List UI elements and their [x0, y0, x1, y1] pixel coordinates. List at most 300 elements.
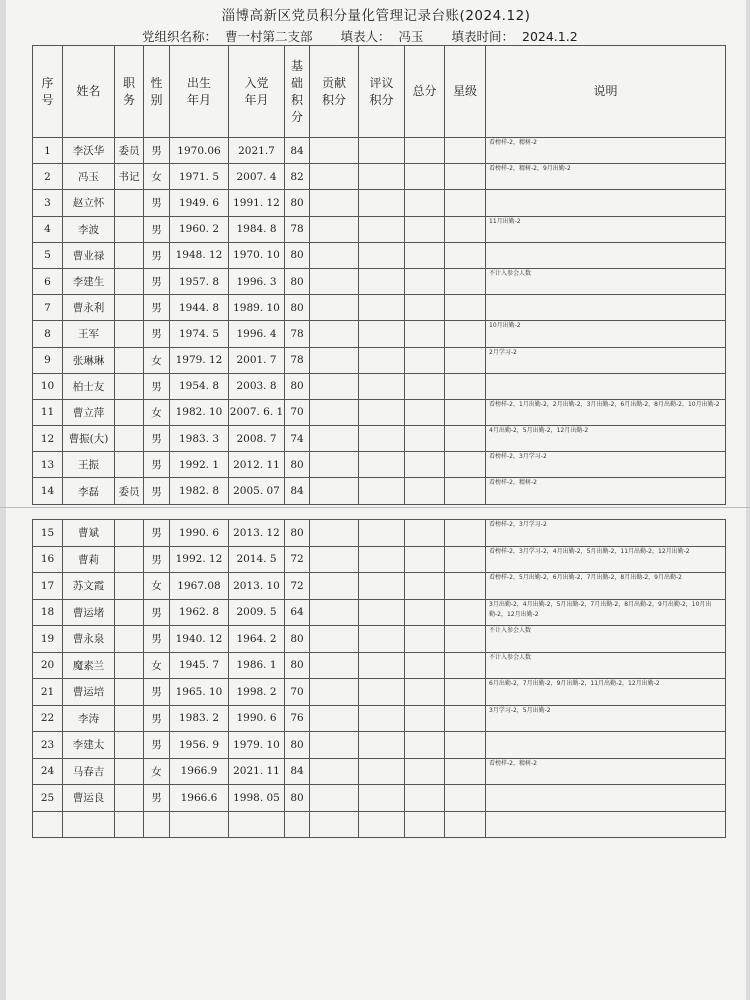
row-star — [445, 599, 486, 626]
row-review — [359, 268, 405, 294]
row-birth: 1974. 5 — [170, 321, 229, 347]
row-birth: 1940. 12 — [170, 626, 229, 653]
table-row — [33, 268, 726, 294]
row-star — [445, 399, 486, 425]
row-star — [445, 347, 486, 373]
ledger-table-part2 — [32, 519, 726, 838]
row-gender: 男 — [144, 295, 170, 321]
row-contrib — [310, 573, 359, 600]
header-seq: 序号 — [33, 46, 63, 138]
row-seq: 15 — [33, 520, 63, 547]
table-row — [33, 573, 726, 600]
row-join: 2013. 10 — [229, 573, 285, 600]
row-gender: 男 — [144, 426, 170, 452]
row-star — [445, 652, 486, 679]
header-star: 星级 — [445, 46, 486, 138]
row-contrib — [310, 242, 359, 268]
row-base: 72 — [285, 546, 310, 573]
row-total — [405, 190, 445, 216]
row-base: 80 — [285, 373, 310, 399]
row-role — [115, 626, 144, 653]
row-review — [359, 546, 405, 573]
row-name: 曹业禄 — [63, 242, 115, 268]
row-birth: 1970.06 — [170, 138, 229, 164]
row-contrib — [310, 164, 359, 190]
row-birth: 1948. 12 — [170, 242, 229, 268]
row-role — [115, 347, 144, 373]
row-seq: 7 — [33, 295, 63, 321]
row-total — [405, 573, 445, 600]
row-birth: 1992. 1 — [170, 452, 229, 478]
row-review — [359, 705, 405, 732]
row-contrib — [310, 268, 359, 294]
row-birth: 1965. 10 — [170, 679, 229, 706]
row-gender: 男 — [144, 373, 170, 399]
row-birth: 1960. 2 — [170, 216, 229, 242]
row-total — [405, 295, 445, 321]
row-base: 80 — [285, 652, 310, 679]
table-row — [33, 295, 726, 321]
row-base: 80 — [285, 295, 310, 321]
filler-value: 冯玉 — [398, 29, 424, 44]
blank-cell — [310, 811, 359, 837]
row-role — [115, 546, 144, 573]
row-birth: 1992. 12 — [170, 546, 229, 573]
row-star — [445, 321, 486, 347]
row-seq: 19 — [33, 626, 63, 653]
row-role — [115, 758, 144, 785]
row-gender: 男 — [144, 321, 170, 347]
row-birth: 1962. 8 — [170, 599, 229, 626]
row-gender: 女 — [144, 758, 170, 785]
row-total — [405, 758, 445, 785]
row-join: 2001. 7 — [229, 347, 285, 373]
row-join: 1964. 2 — [229, 626, 285, 653]
row-contrib — [310, 652, 359, 679]
row-star — [445, 164, 486, 190]
row-gender: 男 — [144, 705, 170, 732]
row-note: 看榜样-2，3月学习-2 — [486, 520, 726, 547]
row-gender: 男 — [144, 520, 170, 547]
row-name: 李波 — [63, 216, 115, 242]
row-contrib — [310, 599, 359, 626]
row-birth: 1983. 3 — [170, 426, 229, 452]
row-base: 80 — [285, 452, 310, 478]
row-gender: 女 — [144, 164, 170, 190]
row-gender: 男 — [144, 216, 170, 242]
table-row — [33, 599, 726, 626]
row-gender: 男 — [144, 679, 170, 706]
row-birth: 1949. 6 — [170, 190, 229, 216]
header-name: 姓名 — [63, 46, 115, 138]
row-seq: 6 — [33, 268, 63, 294]
table-row — [33, 321, 726, 347]
row-join: 2008. 7 — [229, 426, 285, 452]
row-review — [359, 426, 405, 452]
row-star — [445, 732, 486, 759]
row-base: 70 — [285, 399, 310, 425]
row-review — [359, 295, 405, 321]
row-gender: 女 — [144, 399, 170, 425]
table-row — [33, 426, 726, 452]
blank-cell — [359, 811, 405, 837]
row-name: 李磊 — [63, 478, 115, 504]
row-join: 2021.7 — [229, 138, 285, 164]
row-gender: 男 — [144, 452, 170, 478]
blank-cell — [285, 811, 310, 837]
row-name: 曹永利 — [63, 295, 115, 321]
row-name: 李涛 — [63, 705, 115, 732]
row-role — [115, 452, 144, 478]
row-name: 柏士友 — [63, 373, 115, 399]
row-birth: 1945. 7 — [170, 652, 229, 679]
row-review — [359, 573, 405, 600]
row-base: 84 — [285, 478, 310, 504]
row-birth: 1957. 8 — [170, 268, 229, 294]
table-row — [33, 732, 726, 759]
row-note: 3月学习-2，5月出勤-2 — [486, 705, 726, 732]
row-birth: 1982. 10 — [170, 399, 229, 425]
row-role — [115, 216, 144, 242]
row-role — [115, 190, 144, 216]
row-birth: 1966.6 — [170, 785, 229, 812]
row-name: 李建太 — [63, 732, 115, 759]
row-star — [445, 573, 486, 600]
meta-line — [142, 27, 582, 45]
row-total — [405, 373, 445, 399]
row-name: 王军 — [63, 321, 115, 347]
row-seq: 4 — [33, 216, 63, 242]
row-star — [445, 520, 486, 547]
row-star — [445, 138, 486, 164]
ledger-sheet — [6, 0, 746, 1000]
row-base: 80 — [285, 732, 310, 759]
header-total: 总分 — [405, 46, 445, 138]
header-contrib: 贡献积分 — [310, 46, 359, 138]
row-note: 看榜样-2，5月出勤-2，6月出勤-2，7月出勤-2，8月出勤-2，9月出勤-2 — [486, 573, 726, 600]
row-join: 1991. 12 — [229, 190, 285, 216]
row-name: 张琳琳 — [63, 347, 115, 373]
row-review — [359, 785, 405, 812]
row-note — [486, 373, 726, 399]
row-role: 委员 — [115, 138, 144, 164]
row-contrib — [310, 216, 359, 242]
blank-cell — [486, 811, 726, 837]
row-seq: 2 — [33, 164, 63, 190]
row-star — [445, 216, 486, 242]
row-role — [115, 426, 144, 452]
row-name: 李沃华 — [63, 138, 115, 164]
row-review — [359, 679, 405, 706]
row-contrib — [310, 758, 359, 785]
row-seq: 25 — [33, 785, 63, 812]
date-value: 2024.1.2 — [522, 29, 578, 44]
row-birth: 1956. 9 — [170, 732, 229, 759]
row-note: 看榜样-2，精树-2 — [486, 478, 726, 504]
row-note: 11月出勤-2 — [486, 216, 726, 242]
row-review — [359, 452, 405, 478]
row-name: 曹运培 — [63, 679, 115, 706]
row-seq: 13 — [33, 452, 63, 478]
blank-cell — [405, 811, 445, 837]
row-role — [115, 268, 144, 294]
row-review — [359, 652, 405, 679]
row-note: 看榜样-2，精树-2，9月出勤-2 — [486, 164, 726, 190]
row-birth: 1982. 8 — [170, 478, 229, 504]
row-contrib — [310, 138, 359, 164]
row-contrib — [310, 295, 359, 321]
row-gender: 男 — [144, 268, 170, 294]
row-star — [445, 242, 486, 268]
table-row — [33, 138, 726, 164]
row-base: 74 — [285, 426, 310, 452]
row-note: 6月出勤-2，7月出勤-2，9月出勤-2，11月出勤-2，12月出勤-2 — [486, 679, 726, 706]
page-title: 淄博高新区党员积分量化管理记录台账(2024.12) — [221, 8, 531, 24]
row-birth: 1971. 5 — [170, 164, 229, 190]
row-base: 78 — [285, 347, 310, 373]
row-join: 2003. 8 — [229, 373, 285, 399]
row-name: 曹运良 — [63, 785, 115, 812]
row-total — [405, 399, 445, 425]
row-join: 1989. 10 — [229, 295, 285, 321]
row-review — [359, 520, 405, 547]
row-seq: 21 — [33, 679, 63, 706]
row-star — [445, 295, 486, 321]
row-base: 78 — [285, 216, 310, 242]
row-base: 80 — [285, 785, 310, 812]
row-note — [486, 295, 726, 321]
row-join: 1996. 4 — [229, 321, 285, 347]
row-total — [405, 347, 445, 373]
row-note: 2月学习-2 — [486, 347, 726, 373]
row-review — [359, 478, 405, 504]
row-join: 1998. 05 — [229, 785, 285, 812]
row-contrib — [310, 546, 359, 573]
row-note: 不计入参会人数 — [486, 626, 726, 653]
row-gender: 女 — [144, 652, 170, 679]
row-total — [405, 732, 445, 759]
row-join: 2009. 5 — [229, 599, 285, 626]
blank-cell — [445, 811, 486, 837]
row-gender: 男 — [144, 599, 170, 626]
header-role: 职务 — [115, 46, 144, 138]
row-contrib — [310, 347, 359, 373]
row-join: 2007. 4 — [229, 164, 285, 190]
row-note — [486, 190, 726, 216]
row-contrib — [310, 426, 359, 452]
date-label: 填表时间： — [451, 29, 515, 44]
row-review — [359, 373, 405, 399]
row-review — [359, 164, 405, 190]
row-contrib — [310, 679, 359, 706]
row-total — [405, 478, 445, 504]
row-seq: 18 — [33, 599, 63, 626]
row-role — [115, 732, 144, 759]
row-name: 冯玉 — [63, 164, 115, 190]
row-birth: 1983. 2 — [170, 705, 229, 732]
row-role — [115, 242, 144, 268]
row-name: 曹立萍 — [63, 399, 115, 425]
row-total — [405, 242, 445, 268]
row-review — [359, 242, 405, 268]
row-review — [359, 758, 405, 785]
row-contrib — [310, 478, 359, 504]
header-row — [33, 46, 726, 138]
header-note: 说明 — [486, 46, 726, 138]
row-name: 王振 — [63, 452, 115, 478]
row-seq: 8 — [33, 321, 63, 347]
row-role — [115, 785, 144, 812]
row-birth: 1966.9 — [170, 758, 229, 785]
row-seq: 20 — [33, 652, 63, 679]
row-seq: 17 — [33, 573, 63, 600]
blank-cell — [170, 811, 229, 837]
row-note — [486, 732, 726, 759]
row-base: 72 — [285, 573, 310, 600]
row-base: 80 — [285, 190, 310, 216]
row-gender: 男 — [144, 732, 170, 759]
row-star — [445, 426, 486, 452]
row-role — [115, 399, 144, 425]
row-gender: 男 — [144, 478, 170, 504]
row-seq: 24 — [33, 758, 63, 785]
row-base: 80 — [285, 242, 310, 268]
row-role: 委员 — [115, 478, 144, 504]
row-review — [359, 626, 405, 653]
row-note: 看榜样-2，精树-2 — [486, 758, 726, 785]
table-row — [33, 399, 726, 425]
row-role — [115, 520, 144, 547]
row-birth: 1990. 6 — [170, 520, 229, 547]
row-seq: 1 — [33, 138, 63, 164]
row-role — [115, 295, 144, 321]
row-gender: 女 — [144, 573, 170, 600]
table-row — [33, 164, 726, 190]
row-gender: 男 — [144, 546, 170, 573]
row-review — [359, 138, 405, 164]
row-birth: 1954. 8 — [170, 373, 229, 399]
row-total — [405, 599, 445, 626]
row-role — [115, 321, 144, 347]
row-join: 1986. 1 — [229, 652, 285, 679]
row-base: 76 — [285, 705, 310, 732]
row-contrib — [310, 705, 359, 732]
row-total — [405, 679, 445, 706]
row-star — [445, 373, 486, 399]
table-row — [33, 373, 726, 399]
row-role — [115, 652, 144, 679]
row-name: 曹永泉 — [63, 626, 115, 653]
blank-cell — [144, 811, 170, 837]
table-row — [33, 347, 726, 373]
row-review — [359, 399, 405, 425]
row-role — [115, 679, 144, 706]
row-review — [359, 190, 405, 216]
row-name: 曹斌 — [63, 520, 115, 547]
header-base: 基础积分 — [285, 46, 310, 138]
row-star — [445, 452, 486, 478]
blank-row — [33, 811, 726, 837]
row-join: 1984. 8 — [229, 216, 285, 242]
row-star — [445, 785, 486, 812]
row-name: 曹运堵 — [63, 599, 115, 626]
row-gender: 男 — [144, 242, 170, 268]
row-seq: 22 — [33, 705, 63, 732]
page-fold — [0, 507, 750, 508]
row-total — [405, 426, 445, 452]
table-row — [33, 546, 726, 573]
row-base: 84 — [285, 758, 310, 785]
row-contrib — [310, 452, 359, 478]
row-join: 1979. 10 — [229, 732, 285, 759]
table-row — [33, 520, 726, 547]
table-row — [33, 758, 726, 785]
row-note: 看榜样-2，精树-2 — [486, 138, 726, 164]
row-join: 1998. 2 — [229, 679, 285, 706]
row-join: 2005. 07 — [229, 478, 285, 504]
row-base: 78 — [285, 321, 310, 347]
row-birth: 1979. 12 — [170, 347, 229, 373]
row-note — [486, 785, 726, 812]
row-note: 10月出勤-2 — [486, 321, 726, 347]
row-base: 64 — [285, 599, 310, 626]
row-total — [405, 520, 445, 547]
table-row — [33, 216, 726, 242]
row-name: 马春吉 — [63, 758, 115, 785]
row-seq: 16 — [33, 546, 63, 573]
row-name: 赵立怀 — [63, 190, 115, 216]
row-join: 1970. 10 — [229, 242, 285, 268]
header-birth: 出生年月 — [170, 46, 229, 138]
row-contrib — [310, 520, 359, 547]
table-row — [33, 190, 726, 216]
row-name: 李建生 — [63, 268, 115, 294]
blank-cell — [63, 811, 115, 837]
row-review — [359, 732, 405, 759]
row-star — [445, 268, 486, 294]
row-seq: 9 — [33, 347, 63, 373]
table-row — [33, 478, 726, 504]
row-base: 70 — [285, 679, 310, 706]
row-name: 曹振(大) — [63, 426, 115, 452]
row-total — [405, 452, 445, 478]
row-join: 1996. 3 — [229, 268, 285, 294]
row-join: 2021. 11 — [229, 758, 285, 785]
blank-cell — [229, 811, 285, 837]
row-birth: 1967.08 — [170, 573, 229, 600]
row-join: 2012. 11 — [229, 452, 285, 478]
row-gender: 男 — [144, 626, 170, 653]
row-seq: 11 — [33, 399, 63, 425]
row-seq: 5 — [33, 242, 63, 268]
table-row — [33, 785, 726, 812]
row-contrib — [310, 785, 359, 812]
row-total — [405, 138, 445, 164]
row-total — [405, 705, 445, 732]
org-label: 党组织名称： — [142, 29, 218, 44]
row-contrib — [310, 626, 359, 653]
row-note: 3月出勤-2，4月出勤-2，5月出勤-2，7月出勤-2，8月出勤-2，9月出勤-2，10月出勤-2，12月出勤-2 — [486, 599, 726, 626]
row-join: 2007. 6. 1 — [229, 399, 285, 425]
row-review — [359, 347, 405, 373]
header-review: 评议积分 — [359, 46, 405, 138]
row-role — [115, 573, 144, 600]
ledger-table-part1 — [32, 45, 726, 505]
row-review — [359, 321, 405, 347]
table-row — [33, 626, 726, 653]
header-join: 入党年月 — [229, 46, 285, 138]
row-review — [359, 216, 405, 242]
